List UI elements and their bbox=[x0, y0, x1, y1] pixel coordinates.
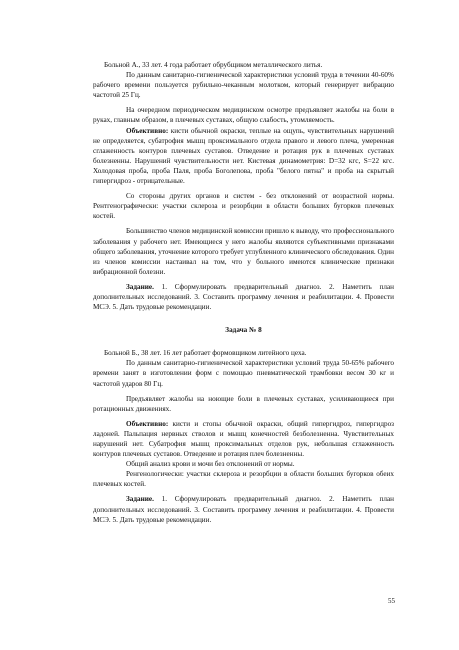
task1-objective bbox=[93, 126, 394, 187]
task8-assignment bbox=[93, 494, 394, 524]
task8-objective-text: кисти и стопы обычной окраски, общий гипергидроз, гипергидроз ладоней. Пальпация нервных стволов и мышц конечностей безболезненна. Чувствительных нарушений нет. Субатрофия мышц проксимальных отделов рук, небольшая сглаженность контуров плечевых суставов. Отведение и ротация плеч болезненны. bbox=[93, 419, 394, 459]
task1-objective-text: кисти обычной окраски, теплые на ощупь, чувствительных нарушений не определяется, субатрофия мышц проксимального отдела правого и левого плеча, умеренная сглаженность контуров плечевых суставов. Отведение и ротация рук в плечевых суставах болезненны. Нарушений чувствительности нет. Кистевая динамометрия: D=32 кгс, S=22 кгс. Холодовая проба, проба Паля, проба Боголепова, проба "белого пятна" и проба на скрытый гипергидроз - отрицательные. bbox=[93, 126, 394, 186]
task8-conditions: По данным санитарно-гигиенической характеристики условий труда 50-65% рабочего времени занят в изготовлении форм с помощью пневматической трамбовки весом 30 кг и частотой ударов 80 Гц. bbox=[93, 359, 394, 388]
task8-assignment-text: 1. Сформулировать предварительный диагноз. 2. Наметить план дополнительных исследований. 3. Составить программу лечения и реабилитации. 4. Провести МСЭ. 5. Дать трудовые рекомендации. bbox=[93, 495, 394, 524]
task1-assignment bbox=[93, 282, 394, 312]
task1-objective-label: Объективно: bbox=[126, 126, 169, 135]
task8-objective-label: Объективно: bbox=[126, 419, 169, 428]
task1-commission: Большинство членов медицинской комиссии пришло к выводу, что профессионального заболевания у рабочего нет. Имеющиеся у него жалобы являются субъективными признаками общего заболевания, уточнение которого требует углубленного клинического обследования. Один из членов комиссии настаивал на том, что у больного имеются клинические признаки вибрационной болезни. bbox=[93, 227, 394, 276]
task1-assignment-text: 1. Сформулировать предварительный диагноз. 2. Наметить план дополнительных исследований. 3. Составить программу лечения и реабилитации. 4. Провести МСЭ. 5. Дать трудовые рекомендации. bbox=[93, 282, 394, 312]
task1-other-organs: Со стороны других органов и систем - без отклонений от возрастной нормы. Рентгенографически: участки склероза и резорбции в области больших бугорков плечевых костей. bbox=[93, 192, 394, 221]
task1-conditions: По данным санитарно-гигиенической характеристики условий труда в течении 40-60% рабочего времени пользуется рубильно-чеканным молотком, который генерирует вибрацию частотой 25 Гц. bbox=[93, 71, 394, 100]
page-number: 55 bbox=[388, 597, 395, 605]
task1-assignment-label: Задание. bbox=[126, 282, 154, 291]
task8-complaints: Предъявляет жалобы на ноющие боли в плечевых суставах, усиливающиеся при ротационных движениях. bbox=[93, 394, 394, 413]
task8-title: Задача № 8 bbox=[225, 326, 262, 335]
task8-xray: Ренгенологически: участки склероза и резорбции в области больших бугорков обеих плечевых костей. bbox=[93, 470, 394, 489]
task8-labs: Общий анализ крови и мочи без отклонений от нормы. bbox=[126, 460, 295, 469]
page-content bbox=[93, 60, 394, 525]
task1-intro: Больной А., 33 лет. 4 года работает обрубщиком металлического литья. bbox=[104, 61, 323, 69]
task8-intro: Больной Б., 38 лет. 16 лет работает формовщиком литейного цеха. bbox=[104, 349, 307, 358]
task8-objective bbox=[93, 419, 394, 459]
task8-assignment-label: Задание. bbox=[126, 495, 154, 504]
task1-complaints: На очередном периодическом медицинском осмотре предъявляет жалобы на боли в руках, главным образом, в плечевых суставах, общую слабость, утомляемость. bbox=[93, 106, 394, 125]
